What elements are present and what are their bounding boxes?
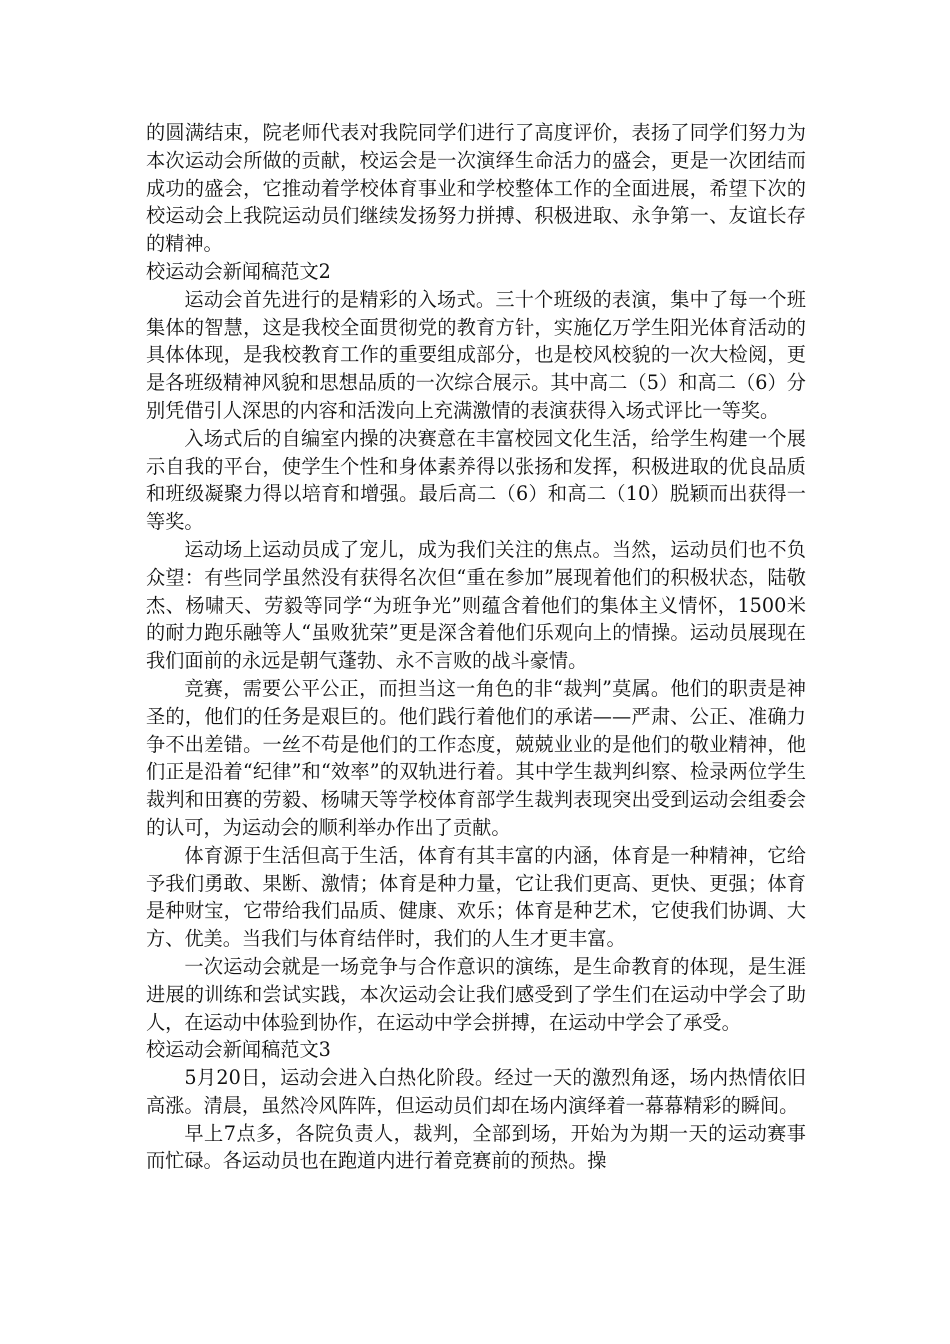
paragraph-athletes: 运动场上运动员成了宠儿，成为我们关注的焦点。当然，运动员们也不负众望：有些同学虽然没有获得名次但“重在参加”展现着他们的积极状态，陆敬杰、杨啸天、劳毅等同学“为班争光”则蕴含着他们的集体主义情怀，1500米的耐力跑乐融等人“虽败犹荣”更是深含着他们乐观向上的情操。运动员展现在我们面前的永远是朝气蓬勃、永不言败的战斗豪情。 (146, 537, 806, 673)
paragraph-life-education: 一次运动会就是一场竞争与合作意识的演练，是生命教育的体现，是生涯进展的训练和尝试实践，本次运动会让我们感受到了学生们在运动中学会了助人，在运动中体验到协作，在运动中学会拼搏，在运动中学会了承受。 (146, 954, 806, 1034)
paragraph-indoor-exercise: 入场式后的自编室内操的决赛意在丰富校园文化生活，给学生构建一个展示自我的平台，使学生个性和身体素养得以张扬和发挥，积极进取的优良品质和班级凝聚力得以培育和增强。最后高二（6）和高二（10）脱颖而出获得一等奖。 (146, 426, 806, 534)
paragraph-intro: 的圆满结束，院老师代表对我院同学们进行了高度评价，表扬了同学们努力为本次运动会所做的贡献，校运会是一次演绎生命活力的盛会，更是一次团结而成功的盛会，它推动着学校体育事业和学校整体工作的全面进展，希望下次的校运动会上我院运动员们继续发扬努力拼搏、积极进取、永争第一、友谊长存的精神。 (146, 121, 806, 256)
section-heading-3: 校运动会新闻稿范文3 (146, 1038, 331, 1062)
paragraph-may-20: 5月20日，运动会进入白热化阶段。经过一天的激烈角逐，场内热情依旧高涨。清晨，虽然冷风阵阵，但运动员们却在场内演绎着一幕幕精彩的瞬间。 (146, 1066, 806, 1117)
paragraph-opening-ceremony: 运动会首先进行的是精彩的入场式。三十个班级的表演，集中了每一个班集体的智慧，这是我校全面贯彻党的教育方针，实施亿万学生阳光体育活动的具体体现，是我校教育工作的重要组成部分，也是校风校貌的一次大检阅，更是各班级精神风貌和思想品质的一次综合展示。其中高二（5）和高二（6）分别凭借引人深思的内容和活泼向上充满激情的表演获得入场式评比一等奖。 (146, 287, 806, 422)
paragraph-sports-spirit: 体育源于生活但高于生活，体育有其丰富的内涵，体育是一种精神，它给予我们勇敢、果断、激情；体育是种力量，它让我们更高、更快、更强；体育是种财宝，它带给我们品质、健康、欢乐；体育是种艺术，它使我们协调、大方、优美。当我们与体育结伴时，我们的人生才更丰富。 (146, 843, 806, 951)
paragraph-morning: 早上7点多，各院负责人，裁判，全部到场，开始为为期一天的运动赛事而忙碌。各运动员也在跑道内进行着竞赛前的预热。操 (146, 1121, 806, 1173)
section-heading-2: 校运动会新闻稿范文2 (146, 259, 331, 283)
paragraph-referees: 竞赛，需要公平公正，而担当这一角色的非“裁判”莫属。他们的职责是神圣的，他们的任务是艰巨的。他们践行着他们的承诺——严肃、公正、准确力争不出差错。一丝不苟是他们的工作态度，兢兢业业的是他们的敬业精神，他们正是沿着“纪律”和“效率”的双轨进行着。其中学生裁判纠察、检录两位学生裁判和田赛的劳毅、杨啸天等学校体育部学生裁判表现突出受到运动会组委会的认可，为运动会的顺利举办作出了贡献。 (146, 676, 806, 839)
document-page (146, 119, 806, 1175)
